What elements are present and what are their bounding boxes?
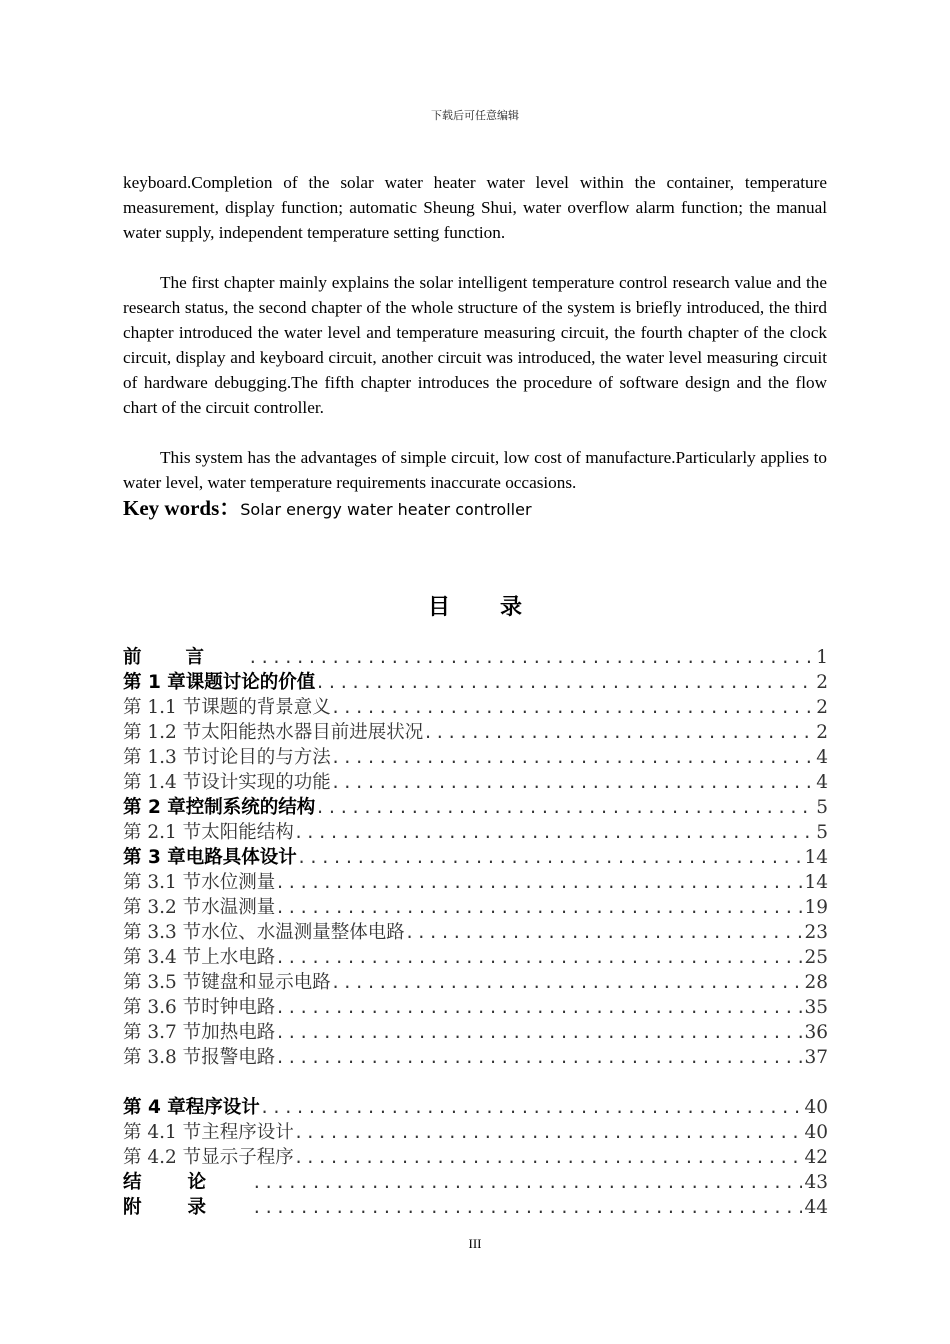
toc-entry-appendix[interactable] [123,1193,828,1218]
toc-entry-number: 第 3.5 节 [123,972,202,993]
toc-entry-section-1-2[interactable] [123,718,828,743]
toc-entry-page: 14 [804,872,828,893]
toc-title: 目录 [427,595,572,620]
keywords-label: Key words： [123,496,241,520]
toc-entry-number: 第 4 章 [123,1097,186,1118]
toc-entry-section-4-1[interactable] [123,1118,828,1143]
toc-entry-page: 43 [804,1172,828,1193]
toc-entry-page: 23 [804,922,828,943]
toc-leader [315,798,814,817]
toc-leader [297,848,803,867]
toc-entry-label: 太阳能热水器目前进展状况 [201,722,424,743]
toc-leader [275,1048,802,1067]
toc-entry-label: 报警电路 [201,1047,276,1068]
toc-entry-label: 主程序设计 [201,1122,294,1143]
toc-entry-page: 2 [816,722,828,743]
keywords-value: Solar energy water heater controller [240,500,532,519]
abstract-paragraph-2: The first chapter mainly explains the solar intelligent temperature control research value and the research status, the second chapter of the whole structure of the system is briefly introduced, the third chapter introduced the water level and temperature measuring circuit, the fourth chapter of the clock circuit, display and keyboard circuit, another circuit was introduced, the water level measuring circuit of hardware debugging.The fifth chapter introduces the procedure of software design and the flow chart of the circuit controller. [123,273,827,417]
toc-entry-number: 第 3 章 [123,847,186,868]
toc-entry-label: 上水电路 [201,947,276,968]
toc-entry-page: 44 [804,1197,828,1218]
toc-entry-section-2-1[interactable] [123,818,828,843]
toc-entry-number: 第 1.3 节 [123,747,202,768]
toc-entry-section-3-7[interactable] [123,1018,828,1043]
toc-entry-section-3-4[interactable] [123,943,828,968]
toc-leader [331,773,815,792]
toc-leader [275,898,802,917]
toc-leader [248,648,814,667]
toc-leader [275,1023,802,1042]
toc-entry-label: 结论 [123,1172,253,1193]
toc-entry-label: 前言 [123,647,249,668]
toc-entry-label: 显示子程序 [201,1147,294,1168]
toc-entry-label: 课题讨论的价值 [185,672,316,693]
toc-entry-number: 第 3.4 节 [123,947,202,968]
toc-entry-label: 控制系统的结构 [185,797,316,818]
toc-entry-label: 课题的背景意义 [201,697,331,718]
toc-leader [331,973,803,992]
toc-entry-number: 第 2 章 [123,797,186,818]
toc-entry-preface[interactable] [123,643,828,668]
table-of-contents [123,643,828,1218]
toc-entry-section-3-6[interactable] [123,993,828,1018]
toc-entry-chapter-2[interactable] [123,793,828,818]
toc-entry-number: 第 3.2 节 [123,897,202,918]
abstract-body [123,170,827,495]
page-number: III [468,1236,482,1251]
toc-entry-label: 太阳能结构 [201,822,294,843]
toc-entry-label: 附录 [123,1197,253,1218]
toc-entry-page: 42 [804,1147,828,1168]
toc-entry-chapter-1[interactable] [123,668,828,693]
toc-entry-number: 第 3.8 节 [123,1047,202,1068]
toc-entry-page: 40 [804,1122,828,1143]
toc-entry-label: 讨论目的与方法 [201,747,331,768]
toc-entry-page: 1 [816,647,828,668]
toc-entry-page: 14 [804,847,828,868]
toc-entry-page: 36 [804,1022,828,1043]
toc-entry-section-4-2[interactable] [123,1143,828,1168]
toc-leader [294,1148,803,1167]
toc-entry-label: 键盘和显示电路 [201,972,331,993]
toc-entry-page: 4 [816,772,828,793]
toc-leader [331,748,815,767]
toc-entry-label: 电路具体设计 [185,847,297,868]
toc-entry-page: 28 [804,972,828,993]
toc-entry-section-1-1[interactable] [123,693,828,718]
toc-entry-page: 19 [804,897,828,918]
toc-entry-number: 第 1.4 节 [123,772,202,793]
toc-leader [260,1098,803,1117]
toc-entry-section-3-2[interactable] [123,893,828,918]
keywords-line [123,492,532,522]
toc-entry-label: 设计实现的功能 [201,772,331,793]
toc-entry-number: 第 3.1 节 [123,872,202,893]
toc-entry-page: 37 [804,1047,828,1068]
toc-entry-number: 第 1.2 节 [123,722,202,743]
toc-entry-number: 第 4.1 节 [123,1122,202,1143]
page-header: 下载后可任意编辑 [431,109,519,122]
toc-entry-page: 2 [816,697,828,718]
toc-entry-number: 第 3.3 节 [123,922,202,943]
toc-entry-page: 40 [804,1097,828,1118]
toc-entry-page: 4 [816,747,828,768]
toc-leader [275,998,802,1017]
toc-leader [294,823,815,842]
toc-leader [252,1173,802,1192]
toc-entry-page: 5 [816,822,828,843]
toc-entry-page: 5 [816,797,828,818]
toc-leader [294,1123,803,1142]
toc-entry-page: 35 [804,997,828,1018]
toc-leader [275,873,802,892]
toc-entry-number: 第 3.6 节 [123,997,202,1018]
toc-entry-label: 程序设计 [185,1097,260,1118]
toc-entry-conclusion[interactable] [123,1168,828,1193]
toc-entry-number: 第 4.2 节 [123,1147,202,1168]
toc-entry-chapter-3[interactable] [123,843,828,868]
toc-entry-label: 水位、水温测量整体电路 [201,922,405,943]
toc-entry-number: 第 2.1 节 [123,822,202,843]
abstract-paragraph-1: keyboard.Completion of the solar water heater water level within the container, temperature measurement, display function; automatic Sheung Shui, water overflow alarm function; the manual water supply, independent temperature setting function. [123,173,827,242]
toc-leader [331,698,815,717]
toc-leader [423,723,814,742]
toc-entry-number: 第 3.7 节 [123,1022,202,1043]
toc-entry-chapter-4[interactable] [123,1093,828,1118]
toc-entry-label: 水位测量 [201,872,276,893]
abstract-paragraph-3: This system has the advantages of simple circuit, low cost of manufacture.Particularly applies to water level, water temperature requirements inaccurate occasions. [123,448,827,492]
toc-entry-section-1-3[interactable] [123,743,828,768]
toc-entry-label: 加热电路 [201,1022,276,1043]
toc-entry-label: 水温测量 [201,897,276,918]
toc-leader [315,673,814,692]
toc-entry-section-3-8[interactable] [123,1043,828,1068]
toc-entry-page: 2 [816,672,828,693]
toc-entry-number: 第 1 章 [123,672,186,693]
toc-leader [252,1198,802,1217]
toc-leader [275,948,802,967]
toc-entry-section-3-3[interactable] [123,918,828,943]
toc-entry-page: 25 [804,947,828,968]
toc-entry-section-3-5[interactable] [123,968,828,993]
toc-leader [405,923,803,942]
toc-entry-label: 时钟电路 [201,997,276,1018]
toc-entry-number: 第 1.1 节 [123,697,202,718]
toc-entry-section-1-4[interactable] [123,768,828,793]
toc-entry-section-3-1[interactable] [123,868,828,893]
